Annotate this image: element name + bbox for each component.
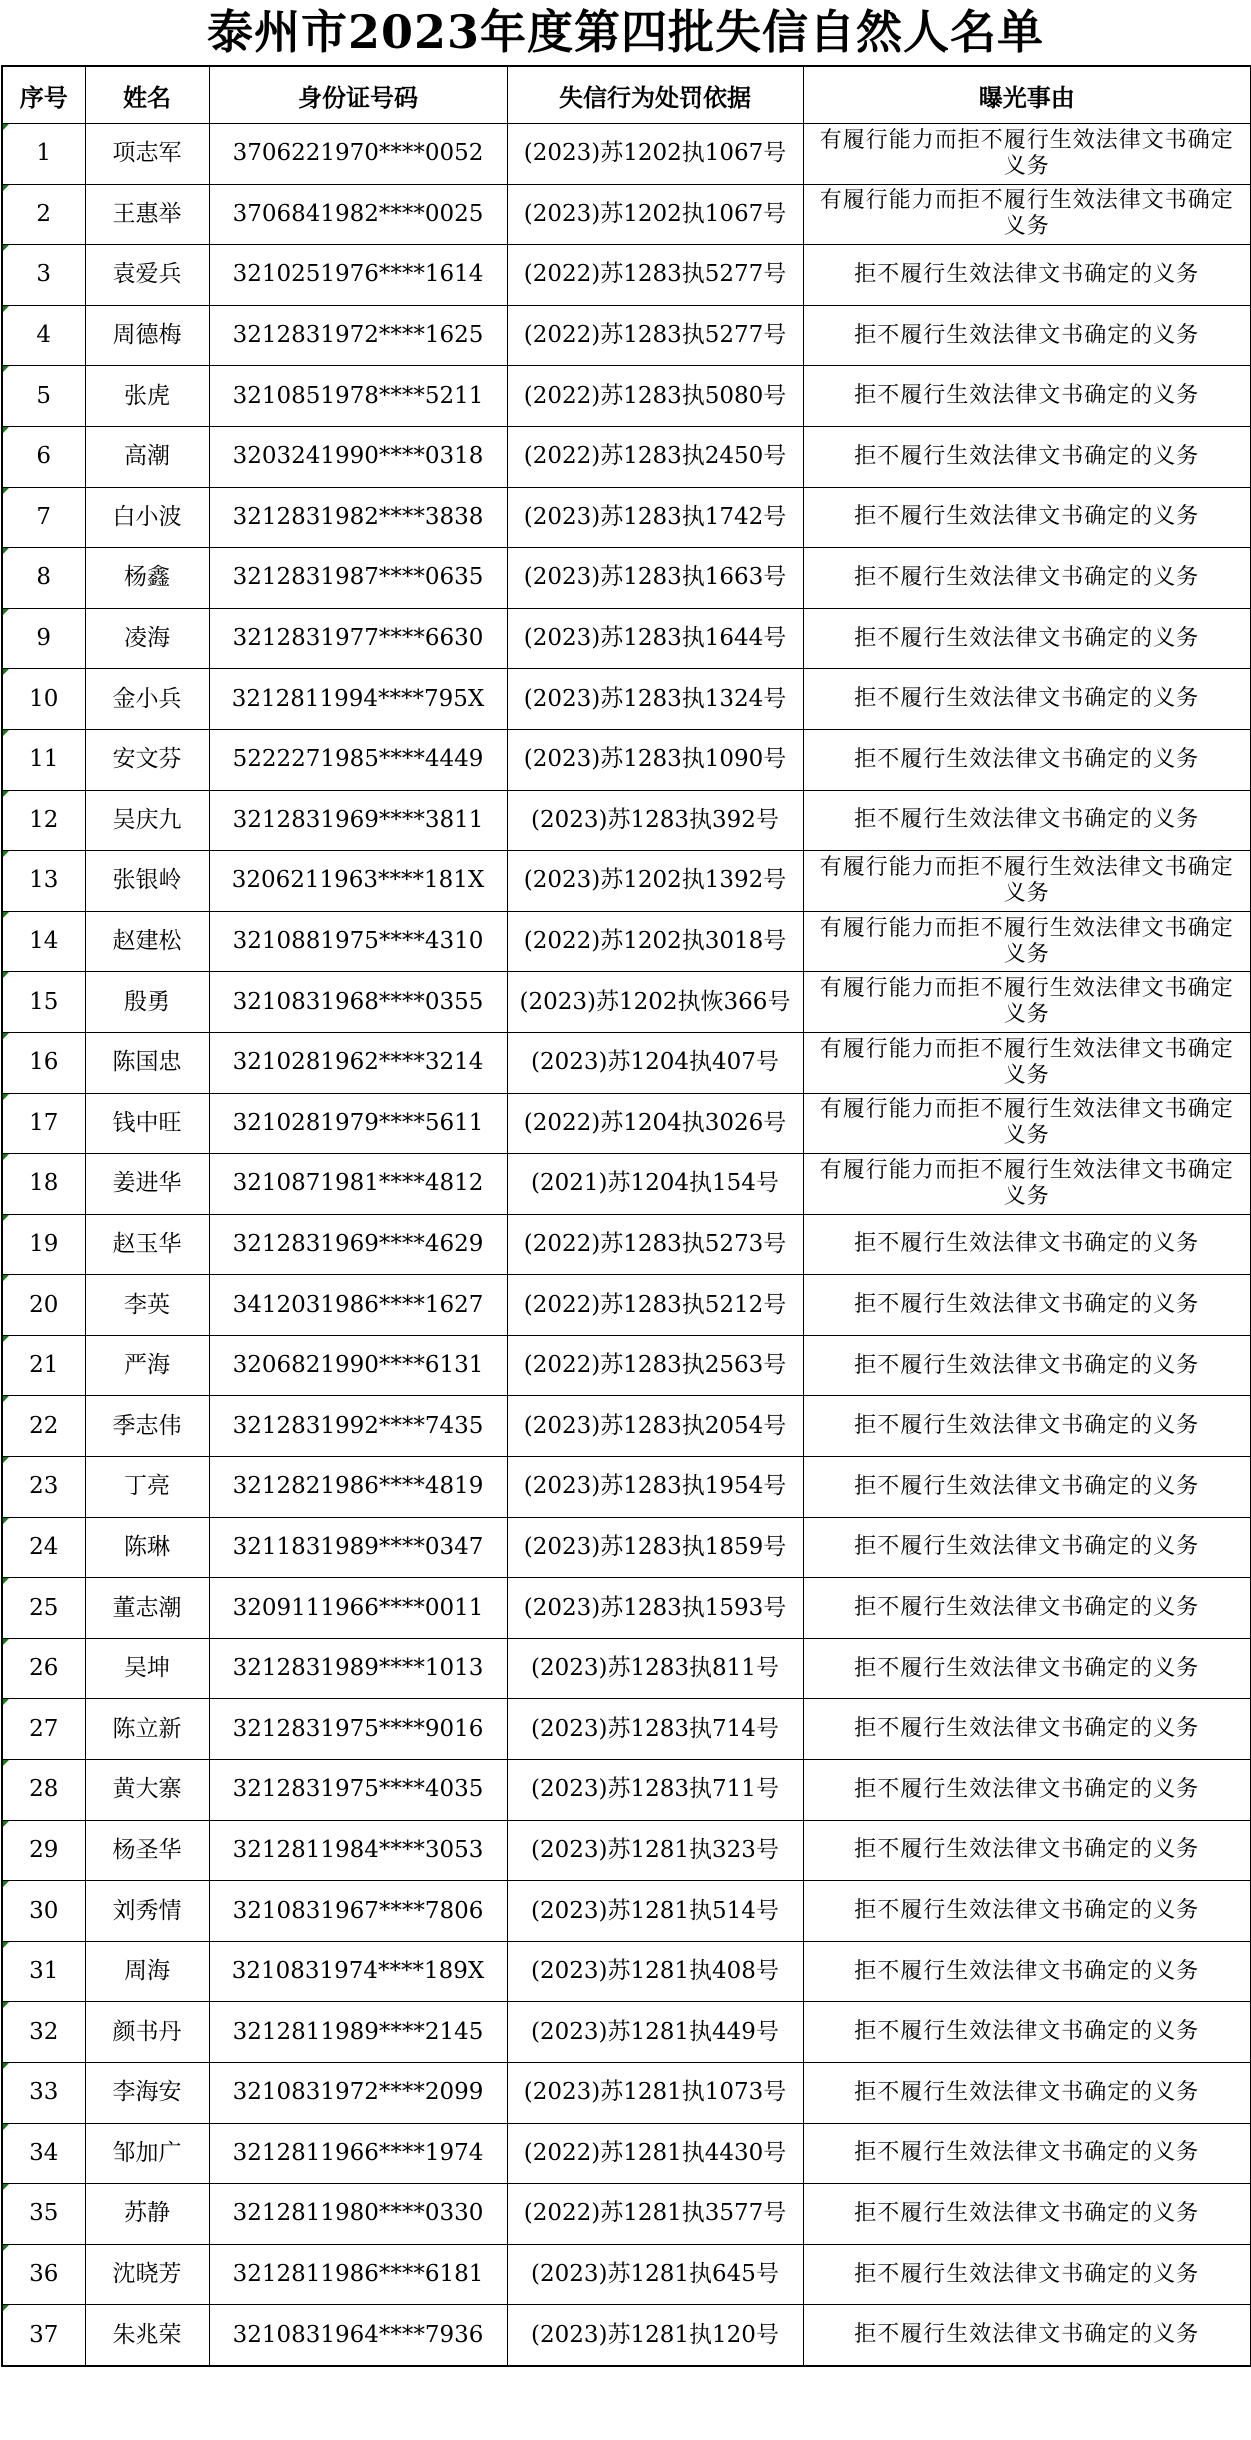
header-penalty-basis: 失信行为处罚依据 [507,66,803,124]
table-row [2,1760,1251,1821]
cell-name: 季志伟 [85,1396,209,1457]
table-row [2,2123,1251,2184]
cell-exposure-reason: 拒不履行生效法律文书确定的义务 [803,729,1251,790]
cell-exposure-reason: 拒不履行生效法律文书确定的义务 [803,2123,1251,2184]
cell-penalty-basis: (2023)苏1283执811号 [507,1638,803,1699]
cell-name: 金小兵 [85,669,209,730]
cell-penalty-basis: (2022)苏1283执2563号 [507,1335,803,1396]
cell-exposure-reason: 拒不履行生效法律文书确定的义务 [803,1881,1251,1942]
cell-id-number: 3212831977****6630 [209,608,507,669]
cell-name: 李海安 [85,2063,209,2124]
cell-penalty-basis: (2023)苏1281执514号 [507,1881,803,1942]
cell-index: 32 [2,2002,85,2063]
cell-penalty-basis: (2023)苏1283执1742号 [507,487,803,548]
cell-name: 董志潮 [85,1578,209,1639]
cell-id-number: 3212831972****1625 [209,305,507,366]
table-row [2,1699,1251,1760]
cell-id-number: 3212811994****795X [209,669,507,730]
cell-penalty-basis: (2023)苏1283执714号 [507,1699,803,1760]
table-row [2,972,1251,1033]
cell-penalty-basis: (2023)苏1283执2054号 [507,1396,803,1457]
table-row [2,669,1251,730]
table-row [2,790,1251,851]
cell-name: 吴坤 [85,1638,209,1699]
cell-name: 陈国忠 [85,1032,209,1093]
table-row [2,1093,1251,1154]
table-row [2,2184,1251,2245]
cell-penalty-basis: (2022)苏1202执3018号 [507,911,803,972]
cell-penalty-basis: (2023)苏1283执1859号 [507,1517,803,1578]
table-row [2,851,1251,912]
cell-penalty-basis: (2023)苏1281执323号 [507,1820,803,1881]
cell-penalty-basis: (2023)苏1283执711号 [507,1760,803,1821]
cell-id-number: 3212811966****1974 [209,2123,507,2184]
table-row [2,1881,1251,1942]
cell-exposure-reason: 拒不履行生效法律文书确定的义务 [803,1457,1251,1518]
cell-exposure-reason: 拒不履行生效法律文书确定的义务 [803,1760,1251,1821]
cell-name: 王惠举 [85,184,209,245]
cell-index: 6 [2,426,85,487]
cell-penalty-basis: (2022)苏1204执3026号 [507,1093,803,1154]
cell-id-number: 3210871981****4812 [209,1154,507,1215]
cell-exposure-reason: 拒不履行生效法律文书确定的义务 [803,426,1251,487]
cell-exposure-reason: 拒不履行生效法律文书确定的义务 [803,2063,1251,2124]
cell-exposure-reason: 拒不履行生效法律文书确定的义务 [803,245,1251,306]
cell-name: 张虎 [85,366,209,427]
cell-name: 周海 [85,1941,209,2002]
cell-name: 刘秀情 [85,1881,209,1942]
cell-index: 36 [2,2244,85,2305]
header-name: 姓名 [85,66,209,124]
cell-penalty-basis: (2023)苏1281执645号 [507,2244,803,2305]
cell-id-number: 3212831982****3838 [209,487,507,548]
cell-index: 10 [2,669,85,730]
table-row [2,1820,1251,1881]
table-row [2,1457,1251,1518]
cell-id-number: 3211831989****0347 [209,1517,507,1578]
cell-index: 4 [2,305,85,366]
cell-exposure-reason: 拒不履行生效法律文书确定的义务 [803,2184,1251,2245]
cell-index: 28 [2,1760,85,1821]
table-header [2,66,1251,124]
cell-index: 8 [2,548,85,609]
cell-penalty-basis: (2023)苏1281执449号 [507,2002,803,2063]
cell-exposure-reason: 拒不履行生效法律文书确定的义务 [803,487,1251,548]
cell-penalty-basis: (2022)苏1283执5277号 [507,245,803,306]
table-row [2,184,1251,245]
cell-penalty-basis: (2023)苏1204执407号 [507,1032,803,1093]
table-row [2,548,1251,609]
cell-name: 张银岭 [85,851,209,912]
cell-id-number: 3212831992****7435 [209,1396,507,1457]
cell-exposure-reason: 拒不履行生效法律文书确定的义务 [803,1638,1251,1699]
cell-penalty-basis: (2022)苏1283执2450号 [507,426,803,487]
cell-id-number: 3212831987****0635 [209,548,507,609]
cell-name: 钱中旺 [85,1093,209,1154]
cell-exposure-reason: 拒不履行生效法律文书确定的义务 [803,305,1251,366]
cell-name: 赵建松 [85,911,209,972]
document-title: 泰州市2023年度第四批失信自然人名单 [206,5,1045,59]
cell-penalty-basis: (2022)苏1283执5080号 [507,366,803,427]
cell-name: 白小波 [85,487,209,548]
cell-id-number: 3210251976****1614 [209,245,507,306]
cell-id-number: 3706221970****0052 [209,124,507,185]
cell-penalty-basis: (2023)苏1283执1954号 [507,1457,803,1518]
cell-penalty-basis: (2023)苏1283执392号 [507,790,803,851]
cell-index: 17 [2,1093,85,1154]
cell-name: 严海 [85,1335,209,1396]
cell-exposure-reason: 拒不履行生效法律文书确定的义务 [803,669,1251,730]
cell-exposure-reason: 有履行能力而拒不履行生效法律文书确定义务 [803,1032,1251,1093]
table-row [2,124,1251,185]
table-row [2,305,1251,366]
cell-name: 项志军 [85,124,209,185]
cell-penalty-basis: (2023)苏1283执1663号 [507,548,803,609]
cell-id-number: 3210831974****189X [209,1941,507,2002]
table-row [2,911,1251,972]
cell-id-number: 3412031986****1627 [209,1275,507,1336]
cell-name: 沈晓芳 [85,2244,209,2305]
cell-exposure-reason: 拒不履行生效法律文书确定的义务 [803,1699,1251,1760]
cell-id-number: 3206211963****181X [209,851,507,912]
cell-index: 33 [2,2063,85,2124]
table-row [2,1517,1251,1578]
cell-id-number: 3212831989****1013 [209,1638,507,1699]
cell-index: 1 [2,124,85,185]
cell-exposure-reason: 拒不履行生效法律文书确定的义务 [803,1335,1251,1396]
cell-name: 高潮 [85,426,209,487]
cell-index: 29 [2,1820,85,1881]
cell-id-number: 3212831975****9016 [209,1699,507,1760]
cell-name: 吴庆九 [85,790,209,851]
cell-name: 姜进华 [85,1154,209,1215]
table-row [2,487,1251,548]
header-row [2,66,1251,124]
cell-index: 25 [2,1578,85,1639]
cell-name: 安文芬 [85,729,209,790]
table-row [2,1032,1251,1093]
cell-index: 20 [2,1275,85,1336]
cell-id-number: 3212821986****4819 [209,1457,507,1518]
cell-exposure-reason: 拒不履行生效法律文书确定的义务 [803,1517,1251,1578]
cell-id-number: 5222271985****4449 [209,729,507,790]
table-row [2,1275,1251,1336]
cell-penalty-basis: (2023)苏1281执408号 [507,1941,803,2002]
cell-id-number: 3212831975****4035 [209,1760,507,1821]
table-row [2,1214,1251,1275]
table-row [2,1335,1251,1396]
cell-index: 26 [2,1638,85,1699]
cell-index: 12 [2,790,85,851]
cell-penalty-basis: (2022)苏1281执4430号 [507,2123,803,2184]
cell-name: 殷勇 [85,972,209,1033]
cell-index: 7 [2,487,85,548]
cell-name: 丁亮 [85,1457,209,1518]
cell-index: 27 [2,1699,85,1760]
cell-penalty-basis: (2023)苏1283执1644号 [507,608,803,669]
cell-index: 18 [2,1154,85,1215]
cell-id-number: 3210881975****4310 [209,911,507,972]
cell-id-number: 3212831969****4629 [209,1214,507,1275]
cell-name: 邹加广 [85,2123,209,2184]
cell-exposure-reason: 拒不履行生效法律文书确定的义务 [803,2244,1251,2305]
cell-exposure-reason: 有履行能力而拒不履行生效法律文书确定义务 [803,851,1251,912]
cell-index: 14 [2,911,85,972]
cell-index: 24 [2,1517,85,1578]
cell-penalty-basis: (2023)苏1281执120号 [507,2305,803,2366]
cell-id-number: 3212811980****0330 [209,2184,507,2245]
cell-penalty-basis: (2021)苏1204执154号 [507,1154,803,1215]
cell-exposure-reason: 拒不履行生效法律文书确定的义务 [803,2305,1251,2366]
cell-penalty-basis: (2023)苏1281执1073号 [507,2063,803,2124]
table-row [2,1578,1251,1639]
cell-penalty-basis: (2023)苏1283执1324号 [507,669,803,730]
cell-name: 袁爱兵 [85,245,209,306]
cell-penalty-basis: (2022)苏1283执5212号 [507,1275,803,1336]
cell-name: 周德梅 [85,305,209,366]
cell-exposure-reason: 拒不履行生效法律文书确定的义务 [803,790,1251,851]
cell-index: 31 [2,1941,85,2002]
cell-index: 30 [2,1881,85,1942]
cell-name: 苏静 [85,2184,209,2245]
cell-exposure-reason: 有履行能力而拒不履行生效法律文书确定义务 [803,1093,1251,1154]
cell-name: 杨圣华 [85,1820,209,1881]
cell-exposure-reason: 拒不履行生效法律文书确定的义务 [803,1275,1251,1336]
cell-penalty-basis: (2023)苏1202执1067号 [507,184,803,245]
cell-exposure-reason: 有履行能力而拒不履行生效法律文书确定义务 [803,184,1251,245]
cell-id-number: 3203241990****0318 [209,426,507,487]
cell-index: 19 [2,1214,85,1275]
cell-exposure-reason: 有履行能力而拒不履行生效法律文书确定义务 [803,124,1251,185]
cell-index: 15 [2,972,85,1033]
cell-id-number: 3209111966****0011 [209,1578,507,1639]
cell-penalty-basis: (2022)苏1283执5277号 [507,305,803,366]
cell-name: 杨鑫 [85,548,209,609]
table-row [2,366,1251,427]
cell-exposure-reason: 有履行能力而拒不履行生效法律文书确定义务 [803,1154,1251,1215]
cell-penalty-basis: (2022)苏1281执3577号 [507,2184,803,2245]
table-row [2,426,1251,487]
header-exposure-reason: 曝光事由 [803,66,1251,124]
cell-penalty-basis: (2022)苏1283执5273号 [507,1214,803,1275]
cell-exposure-reason: 有履行能力而拒不履行生效法律文书确定义务 [803,911,1251,972]
cell-id-number: 3210831972****2099 [209,2063,507,2124]
cell-id-number: 3210281962****3214 [209,1032,507,1093]
cell-index: 23 [2,1457,85,1518]
cell-exposure-reason: 拒不履行生效法律文书确定的义务 [803,366,1251,427]
cell-name: 陈立新 [85,1699,209,1760]
table-row [2,2305,1251,2366]
cell-exposure-reason: 拒不履行生效法律文书确定的义务 [803,1214,1251,1275]
cell-exposure-reason: 有履行能力而拒不履行生效法律文书确定义务 [803,972,1251,1033]
cell-index: 16 [2,1032,85,1093]
table-row [2,608,1251,669]
table-row [2,1154,1251,1215]
cell-id-number: 3210281979****5611 [209,1093,507,1154]
cell-name: 赵玉华 [85,1214,209,1275]
cell-penalty-basis: (2023)苏1202执1067号 [507,124,803,185]
cell-name: 朱兆荣 [85,2305,209,2366]
cell-exposure-reason: 拒不履行生效法律文书确定的义务 [803,548,1251,609]
cell-index: 22 [2,1396,85,1457]
table-body [2,124,1251,2366]
cell-index: 21 [2,1335,85,1396]
cell-name: 李英 [85,1275,209,1336]
header-index: 序号 [2,66,85,124]
cell-id-number: 3210831968****0355 [209,972,507,1033]
cell-id-number: 3212831969****3811 [209,790,507,851]
cell-name: 凌海 [85,608,209,669]
cell-name: 黄大寨 [85,1760,209,1821]
cell-name: 颜书丹 [85,2002,209,2063]
cell-id-number: 3210851978****5211 [209,366,507,427]
cell-index: 37 [2,2305,85,2366]
dishonest-persons-table [1,65,1251,2367]
cell-id-number: 3210831967****7806 [209,1881,507,1942]
cell-id-number: 3210831964****7936 [209,2305,507,2366]
cell-penalty-basis: (2023)苏1202执恢366号 [507,972,803,1033]
table-row [2,2063,1251,2124]
cell-exposure-reason: 拒不履行生效法律文书确定的义务 [803,2002,1251,2063]
table-row [2,729,1251,790]
header-id-number: 身份证号码 [209,66,507,124]
cell-index: 35 [2,2184,85,2245]
cell-penalty-basis: (2023)苏1202执1392号 [507,851,803,912]
cell-name: 陈琳 [85,1517,209,1578]
cell-exposure-reason: 拒不履行生效法律文书确定的义务 [803,1941,1251,2002]
table-row [2,2244,1251,2305]
cell-index: 5 [2,366,85,427]
table-row [2,1396,1251,1457]
cell-id-number: 3206821990****6131 [209,1335,507,1396]
cell-penalty-basis: (2023)苏1283执1593号 [507,1578,803,1639]
cell-index: 3 [2,245,85,306]
cell-penalty-basis: (2023)苏1283执1090号 [507,729,803,790]
table-row [2,1638,1251,1699]
cell-exposure-reason: 拒不履行生效法律文书确定的义务 [803,1396,1251,1457]
table-row [2,245,1251,306]
cell-index: 2 [2,184,85,245]
cell-id-number: 3212811984****3053 [209,1820,507,1881]
table-row [2,1941,1251,2002]
cell-id-number: 3212811986****6181 [209,2244,507,2305]
cell-index: 9 [2,608,85,669]
cell-index: 34 [2,2123,85,2184]
cell-index: 13 [2,851,85,912]
cell-id-number: 3212811989****2145 [209,2002,507,2063]
cell-exposure-reason: 拒不履行生效法律文书确定的义务 [803,1578,1251,1639]
cell-index: 11 [2,729,85,790]
cell-exposure-reason: 拒不履行生效法律文书确定的义务 [803,1820,1251,1881]
cell-exposure-reason: 拒不履行生效法律文书确定的义务 [803,608,1251,669]
cell-id-number: 3706841982****0025 [209,184,507,245]
table-row [2,2002,1251,2063]
